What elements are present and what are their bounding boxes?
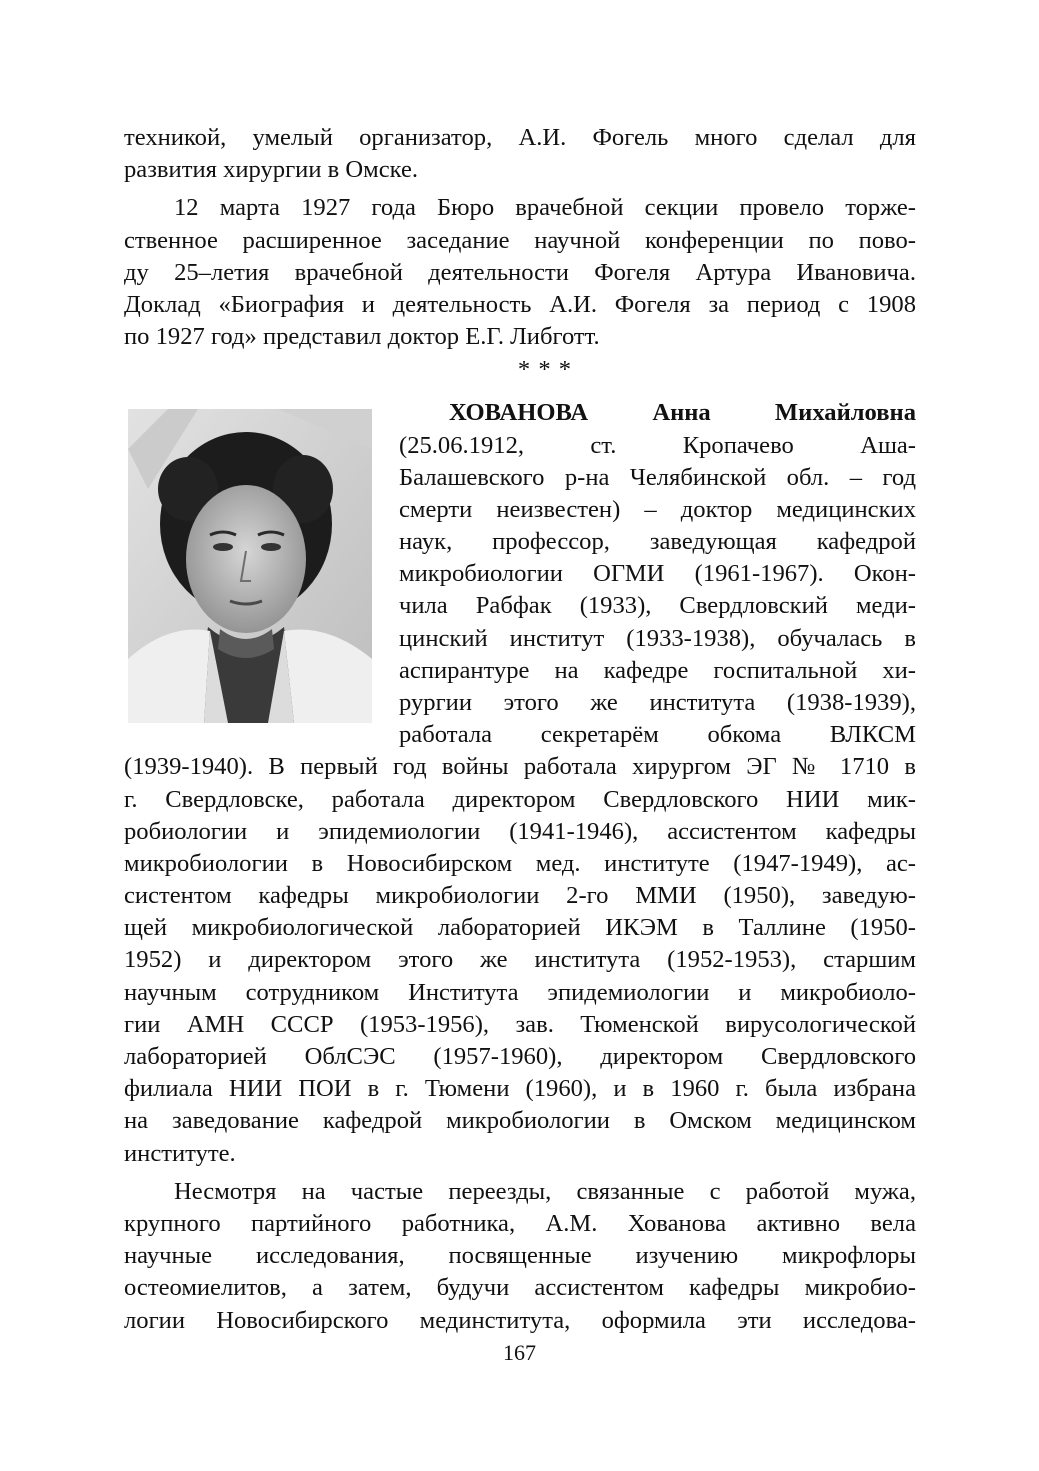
text-line: наук, профессор, заведующая кафедрой xyxy=(399,528,916,556)
text-line: систентом кафедры микробиологии 2-го ММИ (1950), заведую- xyxy=(124,882,916,910)
text-line: филиала НИИ ПОИ в г. Тюмени (1960), и в 1960 г. была избрана xyxy=(124,1075,916,1103)
text-line: Несмотря на частые переезды, связанные с работой мужа, xyxy=(174,1177,916,1205)
text-line: Доклад «Биография и деятельность А.И. Фогеля за период с 1908 xyxy=(124,290,916,318)
paragraph-1 xyxy=(124,122,916,186)
page-number: 167 xyxy=(503,1340,536,1365)
text-line: Балашевского р-на Челябинской обл. – год xyxy=(399,463,916,491)
text-line: цинский институт (1933-1938), обучалась в xyxy=(399,624,916,652)
text-line: научным сотрудником Института эпидемиологии и микробиоло- xyxy=(124,978,916,1006)
text-line: институте. xyxy=(124,1139,236,1167)
text-line: лабораторией ОблСЭС (1957-1960), директором Свердловского xyxy=(124,1043,916,1070)
text-line: (25.06.1912, ст. Кропачево Аша- xyxy=(399,431,916,459)
text-line: логии Новосибирского мединститута, оформила эти исследова- xyxy=(124,1306,916,1334)
text-line: гии АМН СССР (1953-1956), зав. Тюменской вирусологической xyxy=(124,1010,916,1038)
section-separator: * * * xyxy=(517,356,573,384)
text-line: ственное расширенное заседание научной конференции по пово- xyxy=(124,226,916,254)
portrait-photo xyxy=(128,409,372,723)
portrait-illustration xyxy=(128,409,372,723)
text-line: рургии этого же института (1938-1939), xyxy=(399,689,916,716)
text-line: на заведование кафедрой микробиологии в Омском медицинском xyxy=(124,1107,916,1135)
text-line: смерти неизвестен) – доктор медицинских xyxy=(399,495,916,523)
paragraph-2 xyxy=(124,192,916,353)
text-line: работала секретарём обкома ВЛКСМ xyxy=(399,721,916,749)
text-line: робиологии и эпидемиологии (1941-1946), ассистентом кафедры xyxy=(124,817,916,845)
text-line: г. Свердловске, работала директором Свердловского НИИ мик- xyxy=(124,785,916,813)
text-line: (1939-1940). В первый год войны работала хирургом ЭГ № 1710 в xyxy=(124,753,916,781)
text-line: по 1927 год» представил доктор Е.Г. Либготт. xyxy=(124,323,600,351)
text-line: чила Рабфак (1933), Свердловский меди- xyxy=(399,592,916,620)
text-line: щей микробиологической лабораторией ИКЭМ в Таллине (1950- xyxy=(124,914,916,942)
bio-float-text xyxy=(399,397,916,751)
bio-name: ХОВАНОВА Анна Михайловна xyxy=(449,399,916,427)
paragraph-3 xyxy=(124,1176,916,1337)
text-line: 1952) и директором этого же института (1952-1953), старшим xyxy=(124,946,916,974)
text-line: техникой, умелый организатор, А.И. Фогель много сделал для xyxy=(124,124,916,151)
text-line: аспирантуре на кафедре госпитальной хи- xyxy=(399,656,916,684)
text-line: микробиологии в Новосибирском мед. институте (1947-1949), ас- xyxy=(124,849,916,877)
text-line: развития хирургии в Омске. xyxy=(124,156,419,184)
text-line: микробиологии ОГМИ (1961-1967). Окон- xyxy=(399,560,916,588)
text-line: научные исследования, посвященные изучению микрофлоры xyxy=(124,1242,916,1270)
page-body xyxy=(124,122,916,1337)
bio-full-text xyxy=(124,751,916,1169)
text-line: 12 марта 1927 года Бюро врачебной секции провело торже- xyxy=(174,194,916,222)
text-line: ду 25–летия врачебной деятельности Фогеля Артура Ивановича. xyxy=(124,258,916,286)
bio-header-block xyxy=(124,397,916,751)
text-line: крупного партийного работника, А.М. Хованова активно вела xyxy=(124,1209,916,1237)
text-line: остеомиелитов, а затем, будучи ассистентом кафедры микробио- xyxy=(124,1274,916,1302)
